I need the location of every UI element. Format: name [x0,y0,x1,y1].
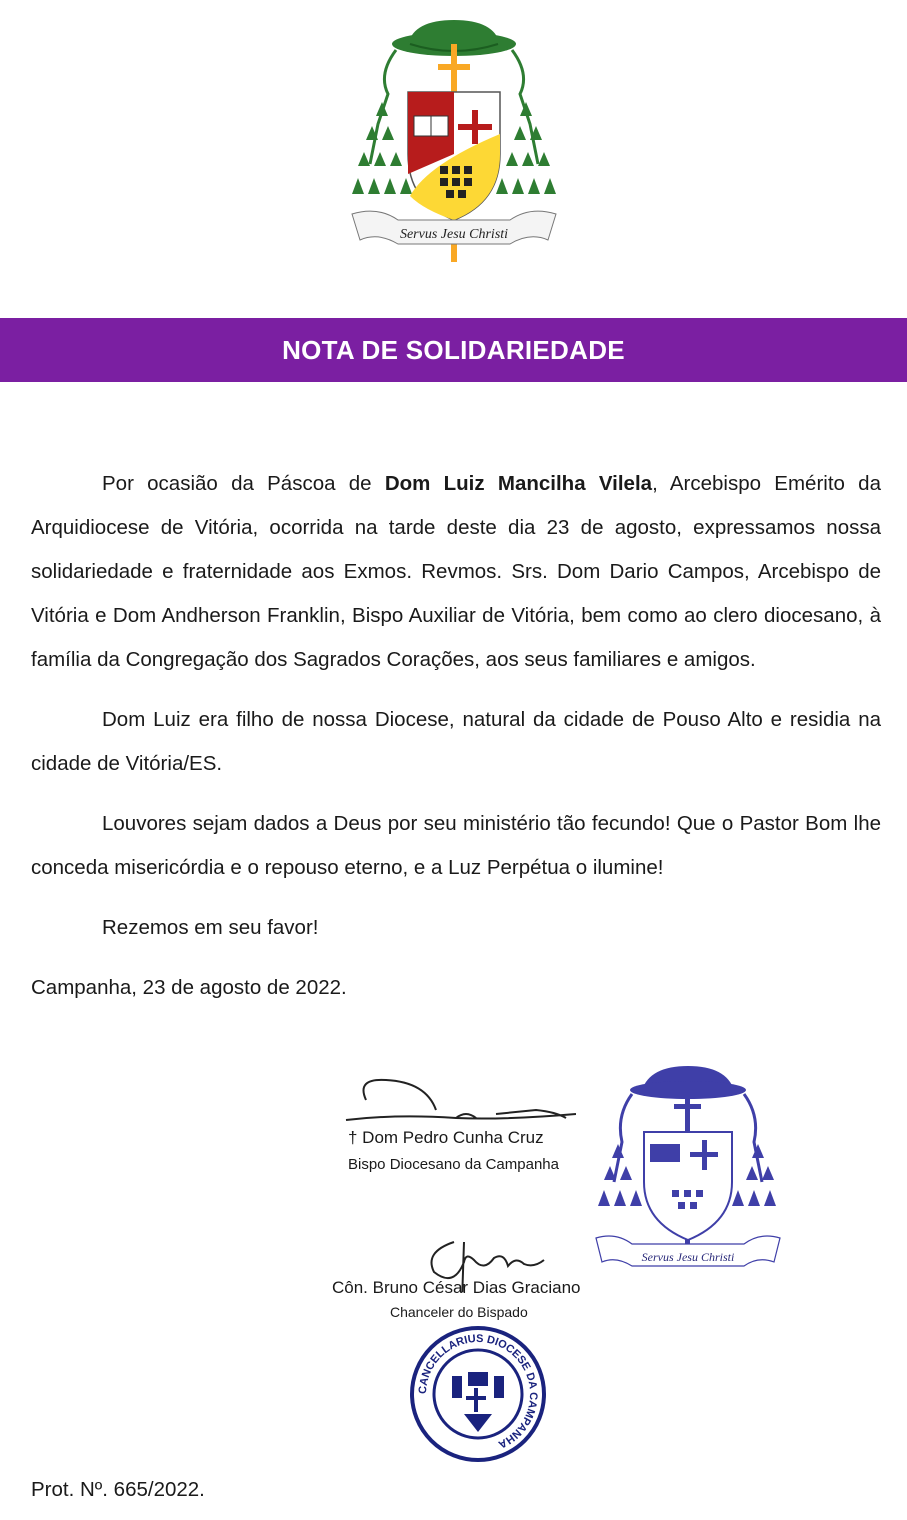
protocol-number: Prot. Nº. 665/2022. [31,1478,205,1501]
stamp-motto: Servus Jesu Christi [641,1250,735,1264]
coat-of-arms-logo [348,14,560,268]
paragraph-4: Rezemos em seu favor! [102,916,319,939]
chancellor-name: Côn. Bruno César Dias Graciano [332,1278,581,1297]
bishop-name: † Dom Pedro Cunha Cruz [348,1128,544,1147]
seal-text: CANCELLARIUS DIOCESE DA CAMPANHA [416,1332,540,1451]
place-date: Campanha, 23 de agosto de 2022. [31,976,347,999]
chancellor-role: Chanceler do Bispado [390,1304,528,1320]
bold-name: Dom Luiz Mancilha Vilela [384,472,653,495]
paragraph-3: Louvores sejam dados a Deus por seu ministério tão fecundo! Que o Pastor Bom lhe conceda misericórdia e o repouso eterno, e a Luz Perpétua o ilumine! [31,812,881,879]
title-banner [0,318,907,382]
signature-block [320,1062,800,1462]
document-title: NOTA DE SOLIDARIEDADE [282,334,625,365]
letter-body [31,462,881,1026]
paragraph-2: Dom Luiz era filho de nossa Diocese, natural da cidade de Pouso Alto e residia na cidade de Vitória/ES. [31,708,881,775]
paragraph-1: Por ocasião da Páscoa de Dom Luiz Mancilha Vilela, Arcebispo Emérito da Arquidiocese de Vitória, ocorrida na tarde deste dia 23 de agosto, expressamos nossa solidariedade e fraternidade aos Exmos. Revmos. Srs. Dom Dario Campos, Arcebispo de Vitória e Dom Andherson Franklin, Bispo Auxiliar de Vitória, bem como ao clero diocesano, à família da Congregação dos Sagrados Corações, aos seus familiares e amigos. [31,472,881,671]
coat-of-arms-stamp [592,1062,782,1274]
coat-motto: Servus Jesu Christi [399,227,509,242]
bishop-signature [336,1070,576,1130]
bishop-role: Bispo Diocesano da Campanha [348,1156,559,1173]
chancery-seal-stamp [408,1324,548,1464]
